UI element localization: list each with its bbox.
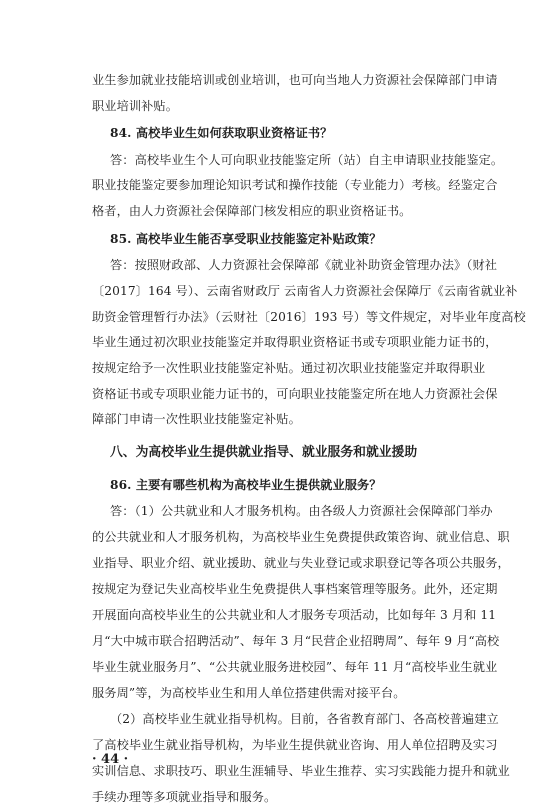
body-line: 职业技能鉴定要参加理论知识考试和操作技能（专业能力）考核。经鉴定合 [92,178,498,192]
page-number: · 44 · [92,752,129,767]
answer-line: 答：（1）公共就业和人才服务机构。由各级人力资源社会保障部门举办 [110,504,493,518]
body-line: 障部门申请一次性职业技能鉴定补贴。 [92,412,301,426]
body-line: 了高校毕业生就业指导机构，为毕业生提供就业咨询、用人单位招聘及实习 [92,738,498,752]
answer-line: 答：按照财政部、人力资源社会保障部《就业补助资金管理办法》（财社 [110,258,498,272]
answer-line: （2）高校毕业生就业指导机构。目前，各省教育部门、各高校普遍建立 [110,712,499,726]
body-line: 助资金管理暂行办法》（云财社〔2016〕193 号）等文件规定，对毕业年度高校 [92,310,526,324]
body-line: 开展面向高校毕业生的公共就业和人才服务专项活动，比如每年 3 月和 11 [92,608,497,622]
body-line: 格者，由人力资源社会保障部门核发相应的职业资格证书。 [92,204,412,218]
question-heading-85: 85. 高校毕业生能否享受职业技能鉴定补贴政策？ [110,232,382,246]
body-line: 职业培训补贴。 [92,99,179,113]
body-line: 按规定为登记失业高校毕业生免费提供人事档案管理等服务。此外，还定期 [92,582,498,596]
body-line: 业生参加就业技能培训或创业培训，也可向当地人力资源社会保障部门申请 [92,73,498,87]
question-heading-86: 86. 主要有哪些机构为高校毕业生提供就业服务？ [110,478,382,492]
body-line: 实训信息、求职技巧、职业生涯辅导、毕业生推荐、实习实践能力提升和就业 [92,764,510,778]
body-line: 〔2017〕164 号）、云南省财政厅 云南省人力资源社会保障厅《云南省就业补 [92,284,518,298]
question-heading-84: 84. 高校毕业生如何获取职业资格证书？ [110,126,333,140]
body-line: 按规定给予一次性职业技能鉴定补贴。通过初次职业技能鉴定并取得职业 [92,361,486,375]
body-line: 毕业生通过初次职业技能鉴定并取得职业资格证书或专项职业能力证书的， [92,335,498,349]
body-line: 手续办理等多项就业指导和服务。 [92,790,277,804]
body-line: 业指导、职业介绍、就业援助、就业与失业登记或求职登记等各项公共服务， [92,556,510,570]
answer-line: 答：高校毕业生个人可向职业技能鉴定所（站）自主申请职业技能鉴定。 [110,153,504,167]
body-line: 毕业生就业服务月”、“公共就业服务进校园”、每年 11 月“高校毕业生就业 [92,660,498,674]
body-line: 资格证书或专项职业能力证书的，可向职业技能鉴定所在地人力资源社会保 [92,387,498,401]
body-line: 月“大中城市联合招聘活动”、每年 3 月“民营企业招聘周”、每年 9 月“高校 [92,634,500,648]
body-line: 服务周”等，为高校毕业生和用人单位搭建供需对接平台。 [92,686,406,700]
body-line: 的公共就业和人才服务机构，为高校毕业生免费提供政策咨询、就业信息、职 [92,530,510,544]
section-heading: 八、为高校毕业生提供就业指导、就业服务和就业援助 [110,445,418,460]
